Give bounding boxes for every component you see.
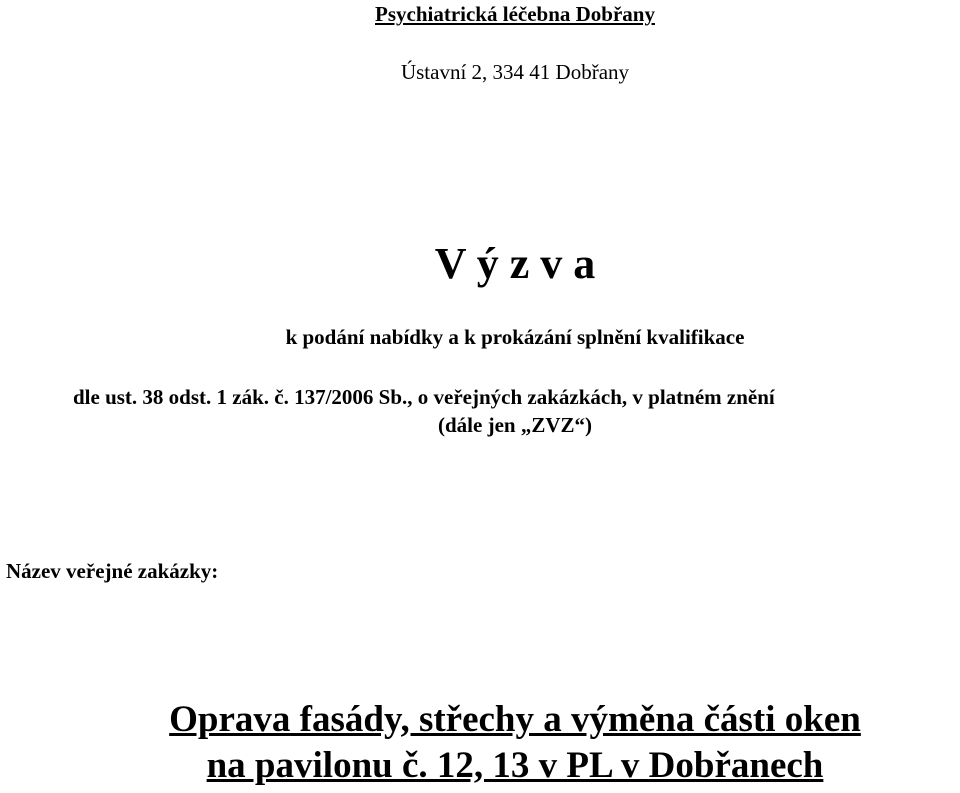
document-subtitle: k podání nabídky a k prokázání splnění kvalifikace [285, 325, 745, 349]
contract-name-line-2: na pavilonu č. 12, 13 v PL v Dobřanech [206, 745, 824, 786]
contract-name [0, 697, 960, 789]
legal-basis-line-1: dle ust. 38 odst. 1 zák. č. 137/2006 Sb., o veřejných zakázkách, v platném znění [73, 385, 775, 409]
legal-basis-line-2: (dále jen „ZVZ“) [438, 413, 592, 437]
contract-name-label: Název veřejné zakázky: [6, 559, 219, 583]
document-title: V ý z v a [434, 239, 596, 288]
organization-address: Ústavní 2, 334 41 Dobřany [400, 60, 630, 84]
contract-name-line-1: Oprava fasády, střechy a výměna části oken [169, 699, 861, 740]
organization-name: Psychiatrická léčebna Dobřany [375, 2, 655, 26]
